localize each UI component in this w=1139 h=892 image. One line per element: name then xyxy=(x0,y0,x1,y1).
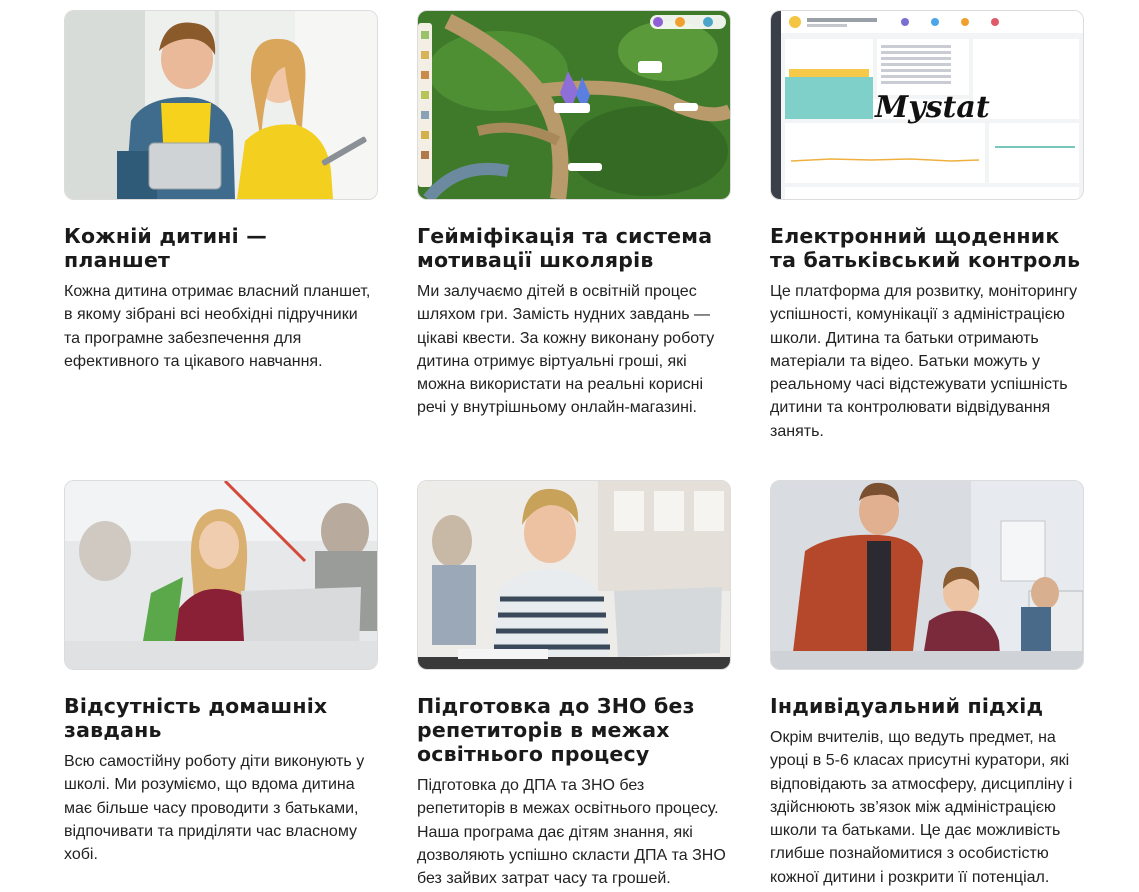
card-title: Індивідуальний підхід xyxy=(770,694,1044,718)
card-text: Окрім вчителів, що ведуть предмет, на уроці в 5-6 класах присутні куратори, які відповідають за атмосферу, дисципліну і здійснюють зв’язок між адміністрацією школи та батьками. Це дає можливість глибше познайомитися з особистістю кожної дитини і розкрити її потенціал. xyxy=(770,729,1073,886)
game-map-image xyxy=(417,10,731,200)
card-title: Кожній дитині — планшет xyxy=(64,224,267,272)
card-text: Це платформа для розвитку, моніторингу успішності, комунікації з адміністрацією школи. Дитина та батьки отримають матеріали та відео. Батьки можуть у реальному часі відстежувати успішність дитини та контролювати відвідування занять. xyxy=(770,283,1078,440)
card-text: Всю самостійну роботу діти виконують у школі. Ми розуміємо, що вдома дитина має більше часу проводити з батьками, відпочивати та приділяти час власному хобі. xyxy=(64,753,365,864)
card-zno-prep xyxy=(417,480,731,890)
kids-with-tablets-image xyxy=(64,10,378,200)
svg-text:Mystat: Mystat xyxy=(875,90,990,125)
card-title: Підготовка до ЗНО без репетиторів в межах освітнього процесу xyxy=(417,694,695,766)
card-tablet xyxy=(64,10,378,373)
mystat-dashboard-image xyxy=(770,10,1084,200)
card-no-homework xyxy=(64,480,378,866)
card-individual xyxy=(770,480,1084,889)
card-text: Ми залучаємо дітей в освітній процес шляхом гри. Замість нудних завдань — цікаві квести. За кожну виконану роботу дитина отримує віртуальні гроші, які можна використати на реальні корисні речі у внутрішньому онлайн-магазині. xyxy=(417,283,715,417)
card-text: Кожна дитина отримає власний планшет, в якому зібрані всі необхідні підручники та програмне забезпечення для ефективного та цікавого навчання. xyxy=(64,283,371,370)
girl-with-laptop-image xyxy=(64,480,378,670)
boy-with-laptop-image xyxy=(417,480,731,670)
card-title: Відсутність домашніх завдань xyxy=(64,694,328,742)
card-title: Електронний щоденник та батьківський контроль xyxy=(770,224,1081,272)
teacher-with-students-image xyxy=(770,480,1084,670)
card-text: Підготовка до ДПА та ЗНО без репетиторів в межах освітнього процесу. Наша програма дає дітям знання, які дозволяють успішно скласти ДПА та ЗНО без зайвих затрат часу та грошей. xyxy=(417,777,726,888)
card-gamification xyxy=(417,10,731,420)
card-title: Гейміфікація та система мотивації школярів xyxy=(417,224,713,272)
card-diary xyxy=(770,10,1084,443)
